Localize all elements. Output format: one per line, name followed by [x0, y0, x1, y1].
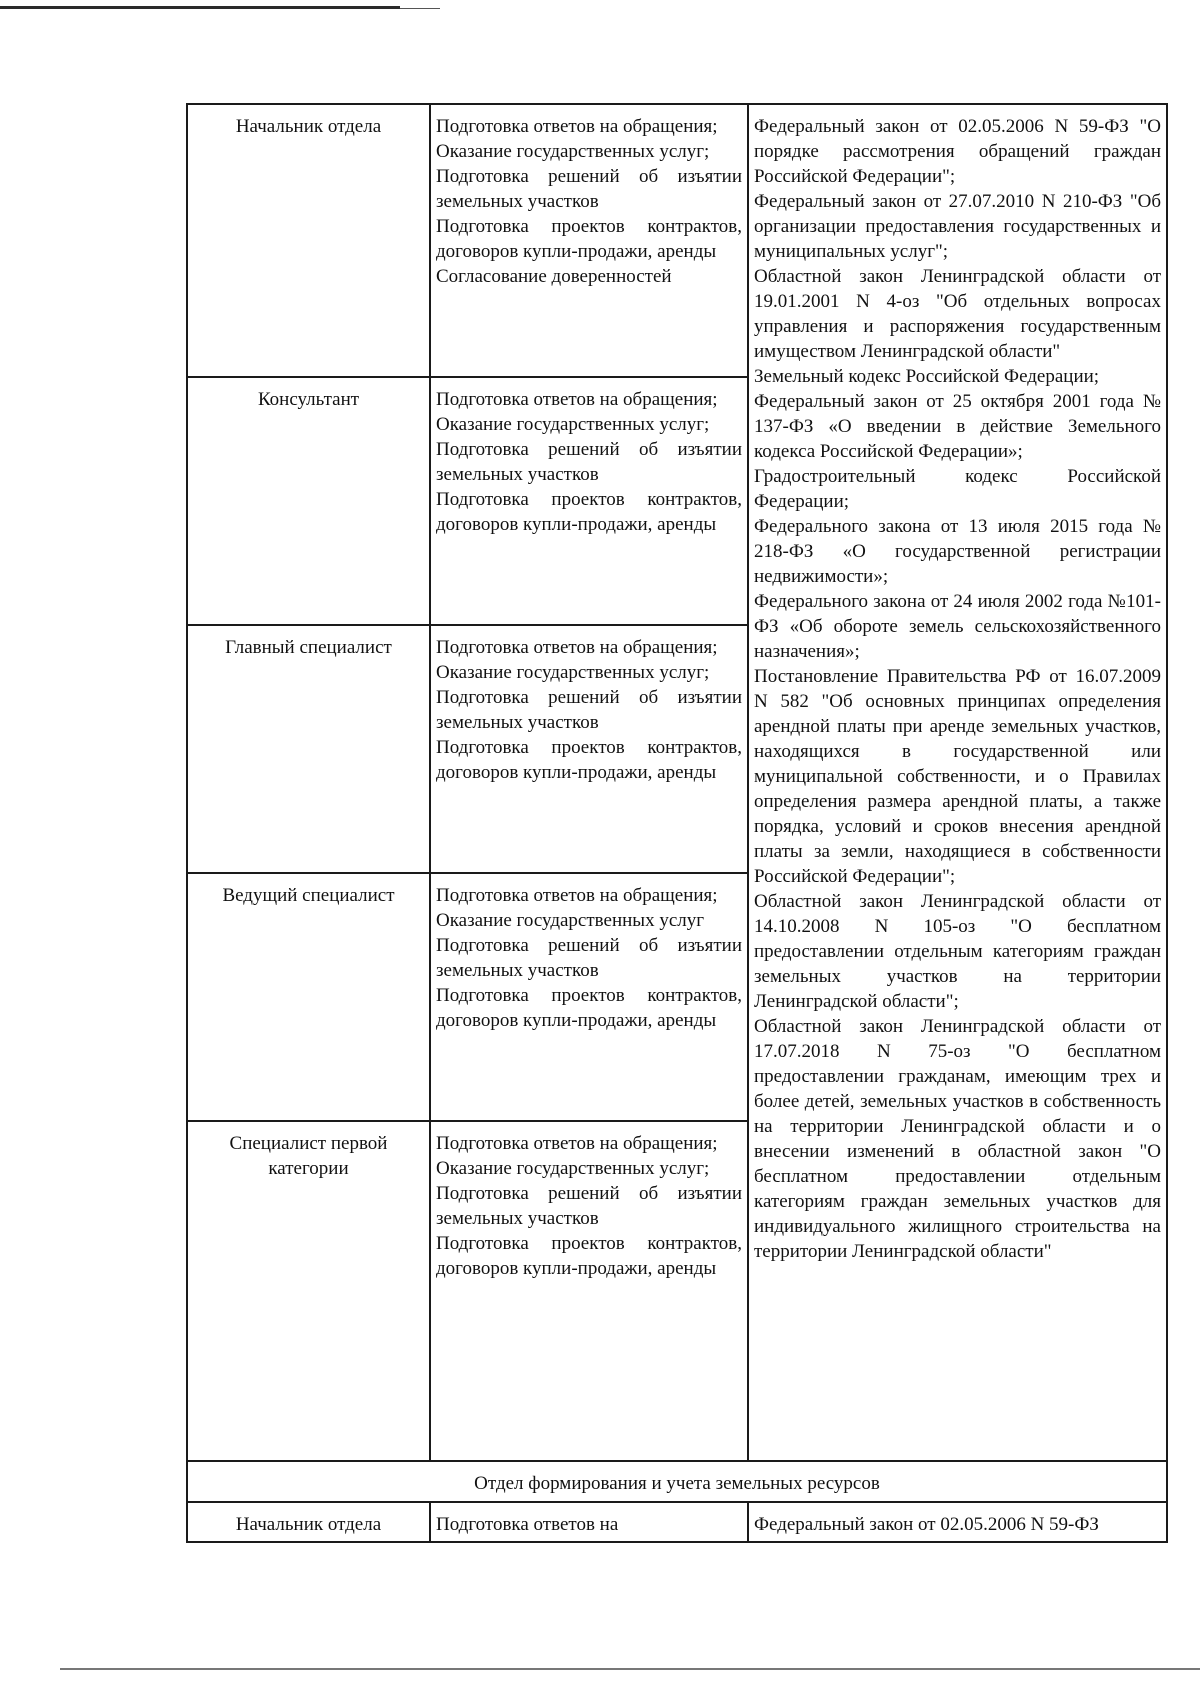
functions-cell [430, 625, 748, 873]
functions-cell [430, 104, 748, 377]
law-item: Областной закон Ленинградской области от 17.07.2018 N 75-оз "О бесплатном предоставлении гражданам, имеющим трех и более детей, земельных участков в собственность на территории Ленинградской области и о внесении изменений в областной закон "О бесплатном предоставлении отдельным категориям граждан земельных участков для индивидуального жилищного строительства на территории Ленинградской области" [754, 1016, 1161, 1262]
position-cell [187, 104, 430, 377]
functions-cell [430, 1121, 748, 1461]
position-title: Главный специалист [225, 637, 392, 658]
function-item: Согласование доверенностей [436, 266, 672, 287]
function-item: Подготовка проектов контрактов, договоров купли-продажи, аренды [436, 985, 742, 1031]
scan-top-rule-fragment [400, 8, 440, 9]
section-title-cell [187, 1461, 1167, 1502]
function-item: Подготовка ответов на обращения; [436, 389, 718, 410]
law-item: Земельный кодекс Российской Федерации; [754, 366, 1100, 387]
function-item: Оказание государственных услуг; [436, 1158, 710, 1179]
function-item: Подготовка проектов контрактов, договоров купли-продажи, аренды [436, 1233, 742, 1279]
function-item: Оказание государственных услуг; [436, 662, 710, 683]
function-item: Оказание государственных услуг; [436, 414, 710, 435]
functions-cell [430, 873, 748, 1121]
law-item: Федеральный закон от 27.07.2010 N 210-ФЗ "Об организации предоставления государственных и муниципальных услуг"; [754, 191, 1161, 262]
position-title: Специалист первой категории [229, 1133, 388, 1179]
law-item: Федеральный закон от 02.05.2006 N 59-ФЗ "О порядке рассмотрения обращений граждан Российской Федерации"; [754, 116, 1161, 187]
function-item: Оказание государственных услуг; [436, 141, 710, 162]
law-item: Федеральный закон от 25 октября 2001 года № 137-ФЗ «О введении в действие Земельного кодекса Российской Федерации»; [754, 391, 1161, 462]
position-cell [187, 625, 430, 873]
position-title: Начальник отдела [235, 1514, 382, 1535]
function-item: Подготовка проектов контрактов, договоров купли-продажи, аренды [436, 489, 742, 535]
law-item: Федерального закона от 13 июля 2015 года № 218-ФЗ «О государственной регистрации недвижимости»; [754, 516, 1161, 587]
scan-top-rule [0, 6, 400, 9]
function-item: Подготовка решений об изъятии земельных участков [436, 1183, 742, 1229]
function-item: Подготовка проектов контрактов, договоров купли-продажи, аренды [436, 737, 742, 783]
function-item: Подготовка решений об изъятии земельных участков [436, 687, 742, 733]
functions-cell [430, 377, 748, 625]
function-item: Оказание государственных услуг [436, 910, 705, 931]
section-row [187, 1461, 1167, 1502]
position-cell [187, 377, 430, 625]
function-item: Подготовка ответов на обращения; [436, 1133, 718, 1154]
section-title: Отдел формирования и учета земельных ресурсов [474, 1473, 880, 1494]
function-item: Подготовка решений об изъятии земельных участков [436, 439, 742, 485]
position-title: Ведущий специалист [222, 885, 395, 906]
position-cell [187, 873, 430, 1121]
functions-cell [430, 1502, 748, 1542]
table-row [187, 104, 1167, 377]
function-item: Подготовка решений об изъятии земельных участков [436, 166, 742, 212]
law-item: Областной закон Ленинградской области от 19.01.2001 N 4-оз "Об отдельных вопросах управления и распоряжения государственным имуществом Ленинградской области" [754, 266, 1161, 362]
function-item: Подготовка ответов на обращения; [436, 885, 718, 906]
law-item: Постановление Правительства РФ от 16.07.2009 N 582 "Об основных принципах определения арендной платы при аренде земельных участков, находящихся в государственной или муниципальной собственности, и о Правилах определения размера арендной платы, а также порядка, условий и сроков внесения арендной платы за земли, находящиеся в собственности Российской Федерации"; [754, 666, 1161, 887]
table-row [187, 1502, 1167, 1542]
function-item: Подготовка ответов на [436, 1514, 619, 1535]
function-item: Подготовка решений об изъятии земельных участков [436, 935, 742, 981]
position-title: Начальник отдела [235, 116, 382, 137]
position-cell [187, 1502, 430, 1542]
function-item: Подготовка ответов на обращения; [436, 637, 718, 658]
law-item: Градостроительный кодекс Российской Федерации; [754, 466, 1161, 512]
scan-bottom-rule [60, 1668, 1200, 1670]
law-item: Федерального закона от 24 июля 2002 года №101-ФЗ «Об обороте земель сельскохозяйственного назначения»; [754, 591, 1161, 662]
legal-basis-cell [748, 104, 1167, 1461]
positions-table [186, 103, 1168, 1543]
position-title: Консультант [257, 389, 360, 410]
law-item: Федеральный закон от 02.05.2006 N 59-ФЗ [754, 1514, 1099, 1535]
law-item: Областной закон Ленинградской области от 14.10.2008 N 105-оз "О бесплатном предоставлении отдельным категориям граждан земельных участков на территории Ленинградской области"; [754, 891, 1161, 1012]
legal-basis-cell [748, 1502, 1167, 1542]
position-cell [187, 1121, 430, 1461]
function-item: Подготовка ответов на обращения; [436, 116, 718, 137]
function-item: Подготовка проектов контрактов, договоров купли-продажи, аренды [436, 216, 742, 262]
